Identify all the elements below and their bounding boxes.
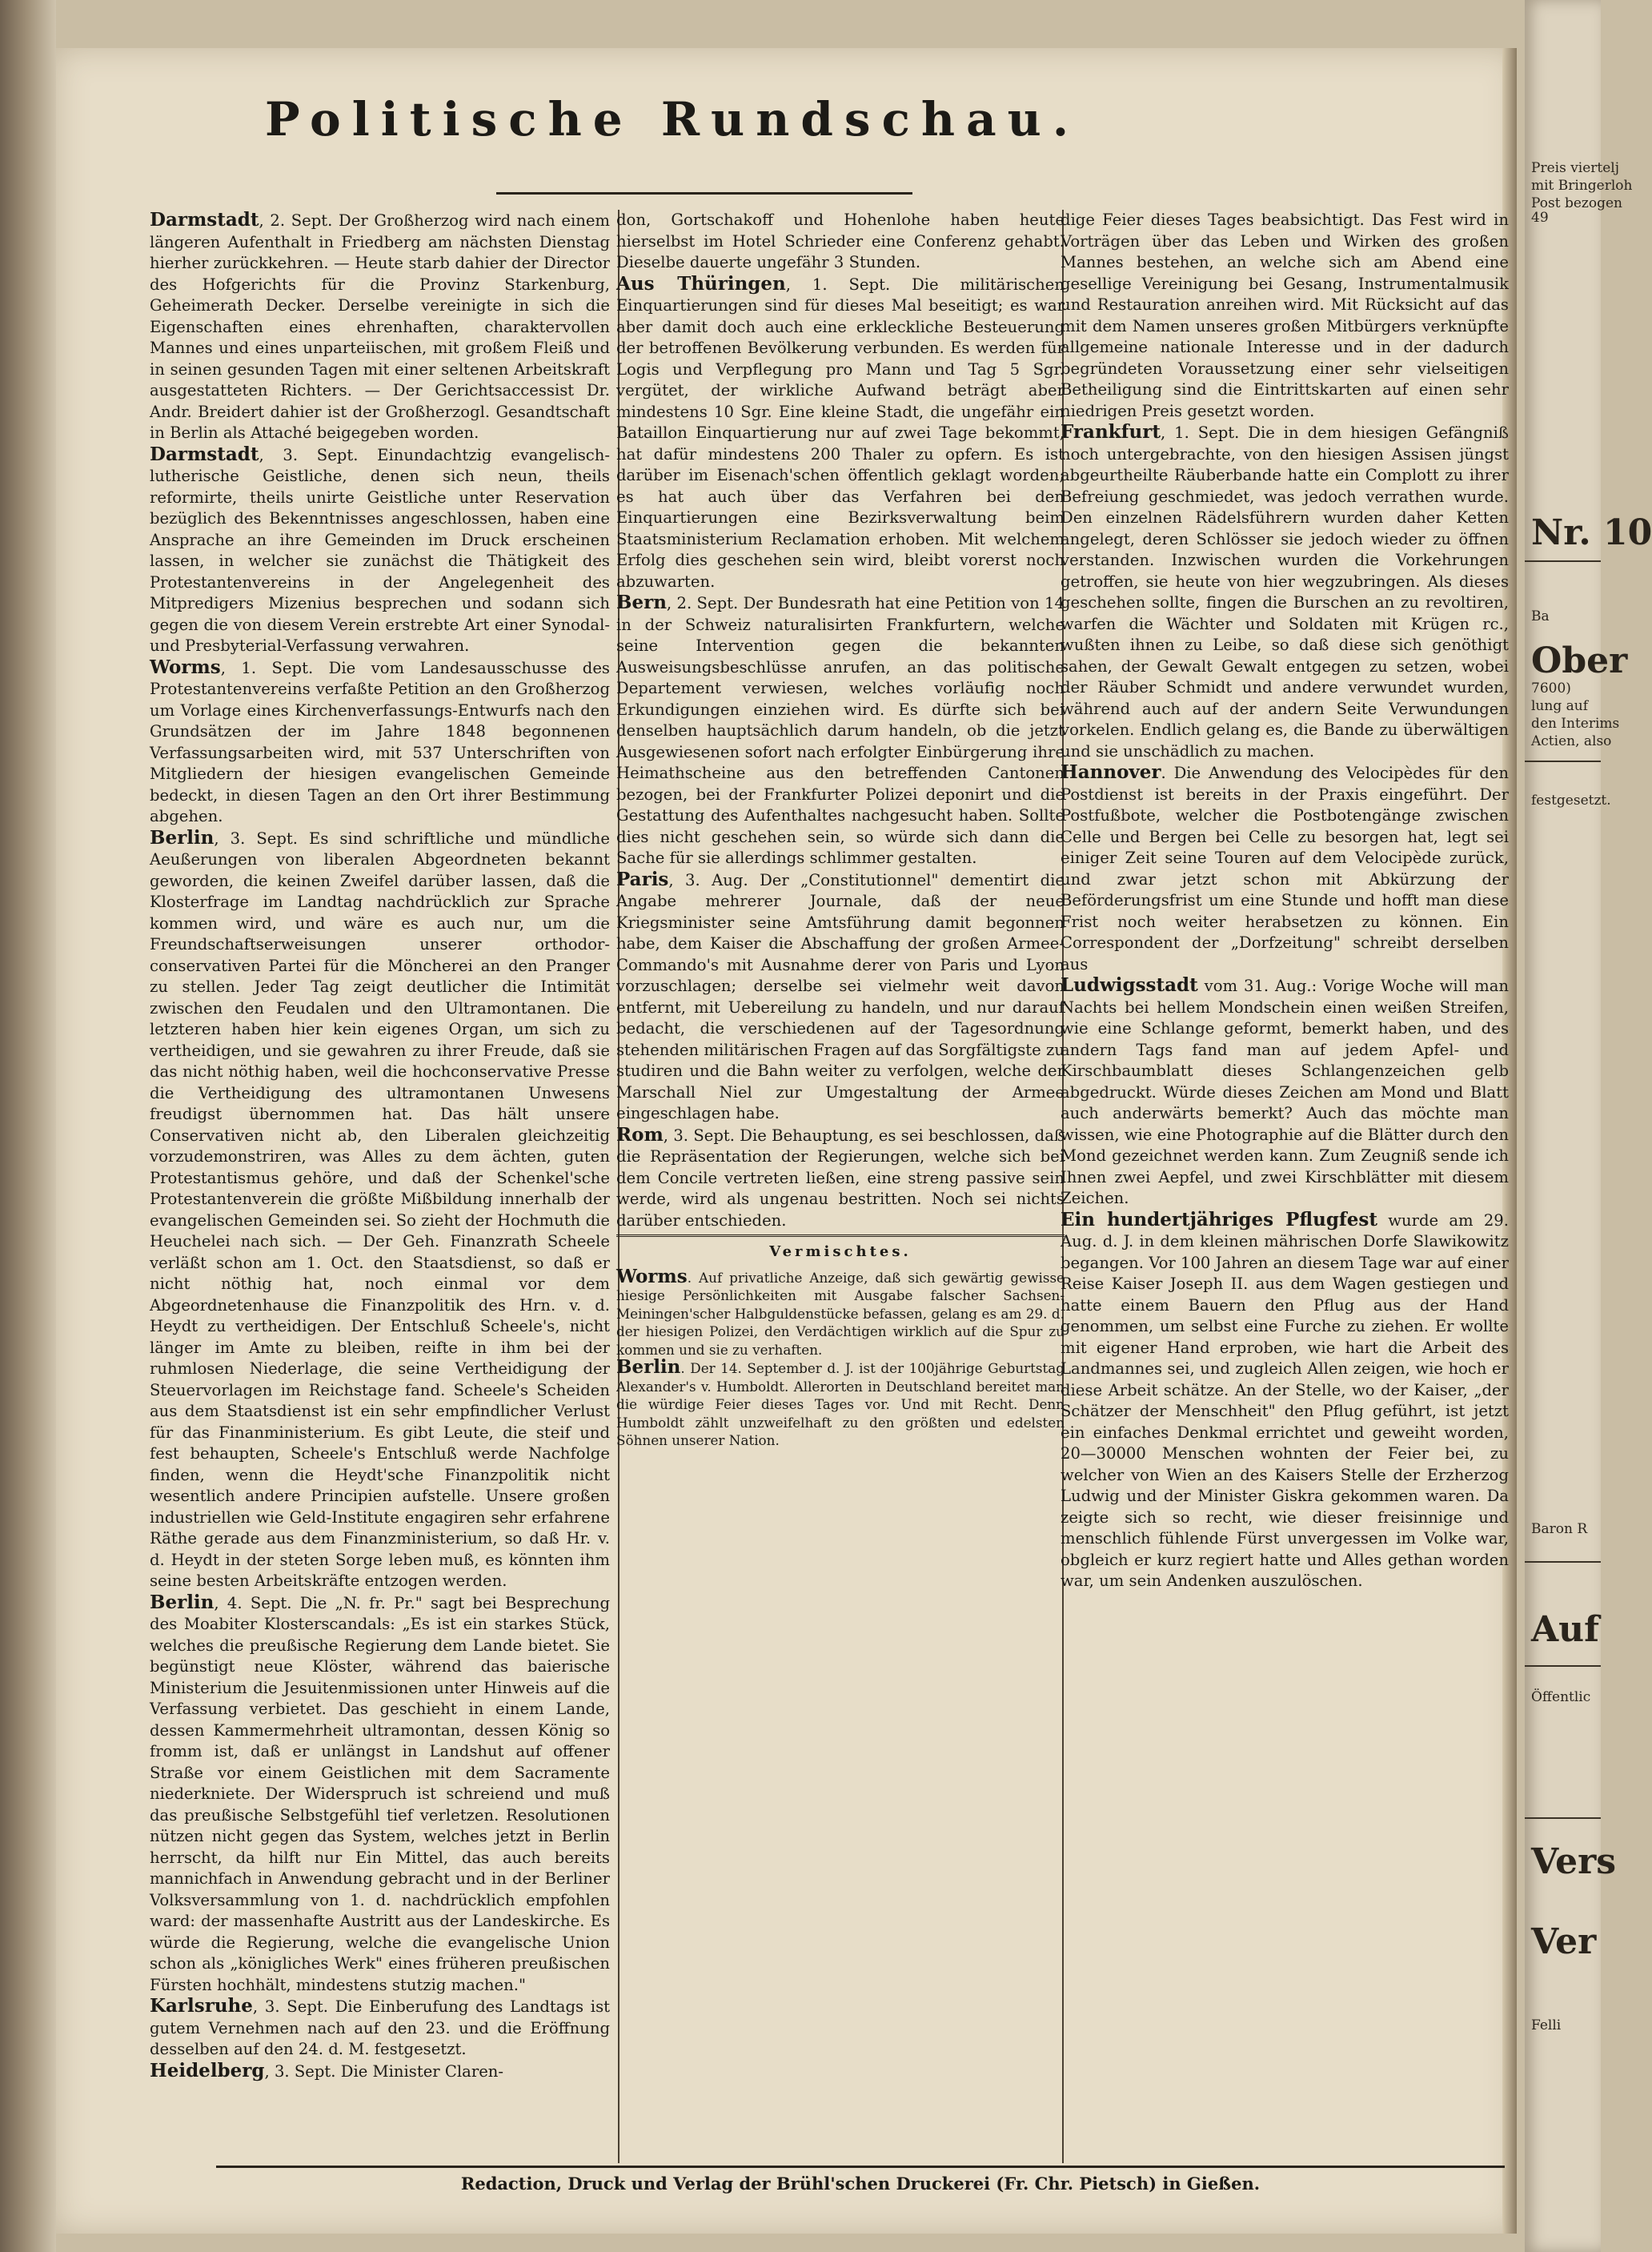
column-3 [1061, 210, 1509, 2163]
article-text: , 2. Sept. Der Bundesrath hat eine Petition von 14 in der Schweiz naturalisirten Frankfurtern, welche seine Intervention gegen die bekannten Ausweisungsbeschlüsse anrufen, an das politische Departement verwiesen, welches vorläufig noch Erkundigungen einziehen wird. Es dürfte sich bei denselben hauptsächlich darum handeln, ob die jetzt Ausgewiesenen sofort nach erfolgter Einbürgerung ihre Heimathscheine aus den betreffenden Cantonen bezogen, bei der Frankfurter Polizei deponirt und die Gestattung des Aufenthaltes nachgesucht haben. Sollte dies nicht geschehen sein, so würde sich dann die Sache für sie allerdings schlimmer gestalten. [616, 594, 1065, 867]
title-rule [496, 192, 912, 195]
adjacent-page-text: Post bezogen [1531, 195, 1622, 211]
column-1 [150, 210, 610, 2163]
adjacent-page-text: Auf [1531, 1609, 1600, 1650]
adjacent-page-text: Baron R [1531, 1521, 1588, 1537]
article-text: dige Feier dieses Tages beabsichtigt. Das Fest wird in Vorträgen über das Leben und Wirken des großen Mannes bestehen, an welche sich am Abend eine gesellige Vereinigung bei Gesang, Instrumentalmusik und Restauration anreihen wird. Mit Rücksicht auf das mit dem Namen unseres großen Mitbürgers verknüpfte allgemeine nationale Interesse und in der dadurch begründeten Voraussetzung einer sehr vielseitigen Betheiligung sind die Eintrittskarten auf einen sehr niedrigen Preis gesetzt worden. [1061, 211, 1509, 420]
adjacent-page-rule [1525, 560, 1601, 562]
article-text: , 3. Sept. Die Behauptung, es sei beschlossen, daß die Repräsentation der Regierungen, welche sich bei dem Concile vertreten ließen, eine streng passive sein werde, wird als ungenau bestritten. Noch sei nichts darüber entschieden. [616, 1126, 1065, 1230]
adjacent-page-rule [1525, 1665, 1601, 1667]
adjacent-page-text: Felli [1531, 2017, 1562, 2033]
adjacent-page-text: Vers [1531, 1841, 1617, 1882]
article-dateline: Worms [150, 656, 221, 678]
article-text: , 3. Aug. Der „Constitutionnel" dementirt die Angabe mehrerer Journale, daß der neue Kriegsminister seine Amtsführung damit begonnen habe, dem Kaiser die Abschaffung der großen Armee-Commando's mit Ausnahme derer von Paris und Lyon vorzuschlagen; derselbe sei vielmehr weit davon entfernt, mit Uebereilung zu handeln, und nur darauf bedacht, die verschiedenen auf der Tagesordnung stehenden militärischen Fragen auf das Sorgfältigste zu studiren und die Bahn weiter zu verfolgen, welche der Marschall Niel zur Umgestaltung der Armee eingeschlagen habe. [616, 870, 1065, 1122]
article-paragraph [616, 592, 1065, 869]
article-paragraph [150, 1592, 610, 1997]
article-text: . Auf privatliche Anzeige, daß sich gewärtig gewisse hiesige Persönlichkeiten mit Ausgabe falscher Sachsen-Meiningen'scher Halbguldenstücke befassen, gelang es am 29. d. der hiesigen Polizei, den Verdächtigen wirklich auf die Spur zu kommen und sie zu verhaften. [616, 1269, 1065, 1358]
article-paragraph [150, 657, 610, 828]
article-paragraph [616, 1125, 1065, 1232]
adjacent-page-text: Actien, also [1531, 733, 1612, 749]
article-paragraph [1061, 210, 1509, 422]
article-text: . Die Anwendung des Velocipèdes für den Postdienst ist bereits in der Praxis eingeführt. Der Postfußbote, welcher die Postbotengänge zwischen Celle und Bergen bei Celle zu besorgen hat, legt sei einiger Zeit seine Touren auf dem Velocipède zurück, und zwar jetzt schon mit Abkürzung der Beförderungsfrist um eine Stunde und hofft man diese Frist noch weiter herabsetzen zu können. Ein Correspondent der „Dorfzeitung" schreibt derselben aus [1061, 764, 1509, 973]
adjacent-page-rule [1525, 1817, 1601, 1819]
article-dateline: Worms [616, 1265, 688, 1287]
article-dateline: Berlin [150, 1591, 215, 1613]
article-text: , 3. Sept. Die Minister Claren- [264, 2061, 504, 2081]
footer-rule [216, 2166, 1505, 2168]
article-text: , 1. Sept. Die militärischen Einquartierungen sind für dieses Mal beseitigt; es war aber damit doch auch eine erkleckliche Besteuerung der betroffenen Bevölkerung verbunden. Es werden für Logis und Verpflegung pro Mann und Tag 5 Sgr. vergütet, der wirkliche Aufwand beträgt aber mindestens 10 Sgr. Eine kleine Stadt, die ungefähr ein Bataillon Einquartierung nur auf zwei Tage bekommt, hat dafür mindestens 200 Thaler zu opfern. Es ist darüber im Eisenach'schen öffentlich geklagt worden; es hat auch über das Verfahren bei den Einquartierungen eine Bezirksverwaltung beim Staatsministerium Reclamation erhoben. Mit welchem Erfolg dies geschehen sein wird, bleibt vorerst noch abzuwarten. [616, 275, 1065, 591]
section-rule [616, 1234, 1065, 1237]
article-paragraph [1061, 1210, 1509, 1592]
article-dateline: Berlin [616, 1356, 681, 1378]
article-dateline: Frankfurt [1061, 421, 1161, 443]
adjacent-page-text: 7600) [1531, 680, 1571, 696]
article-dateline: Bern [616, 592, 667, 613]
article-paragraph [1061, 422, 1509, 762]
article-dateline: Darmstadt [150, 209, 259, 231]
article-dateline: Aus Thüringen [616, 272, 786, 295]
article-dateline: Ludwigsstadt [1061, 974, 1198, 996]
article-paragraph [150, 1996, 610, 2061]
article-paragraph [1061, 762, 1509, 975]
article-text: , 1. Sept. Die vom Landesausschusse des Protestantenvereins verfaßte Petition an den Großherzog um Vorlage eines Kirchenverfassungs-Entwurfs nach den Grundsätzen der im Jahre 1848 begonnenen Verfassungsarbeiten wird, mit 537 Unterschriften von Mitgliedern der hiesigen evangelischen Gemeinde bedeckt, in diesen Tagen an den Ort ihrer Bestimmung abgehen. [150, 658, 610, 825]
adjacent-page-text: Ver [1531, 1921, 1597, 1962]
article-text: wurde am 29. Aug. d. J. in dem kleinen mährischen Dorfe Slawikowitz begangen. Vor 100 Jahren an diesem Tage war auf einer Reise Kaiser Joseph II. aus dem Wagen gestiegen und hatte einem Bauern den Pflug aus der Hand genommen, um selbst eine Furche zu ziehen. Er wollte mit eigener Hand erproben, wie hart die Arbeit des Landmannes sei, und zugleich Allen zeigen, wie hoch er diese Arbeit schätze. An der Stelle, wo der Kaiser, „der Schätzer der Menschheit" den Pflug geführt, ist jetzt ein einfaches Denkmal errichtet und geweiht worden, 20—30000 Menschen wohnten der Feier bei, zu welcher von Wien an des Kaisers Stelle der Erzherzog Ludwig und der Minister Giskra gekommen waren. Da zeigte sich so recht, wie dieser freisinnige und menschlich fühlende Fürst unvergessen im Volke war, obgleich er kurz regiert hatte und Alles gethan worden war, um sein Andenken auszulöschen. [1061, 1210, 1509, 1590]
adjacent-page-strip [1525, 0, 1652, 2252]
article-text: , 3. Sept. Die Einberufung des Landtags ist gutem Vernehmen nach auf den 23. und die Eröffnung desselben auf den 24. d. M. festgesetzt. [150, 1997, 610, 2058]
imprint-footer: Redaction, Druck und Verlag der Brühl'schen Druckerei (Fr. Chr. Pietsch) in Gießen. [460, 2174, 1261, 2194]
article-dateline: Karlsruhe [150, 1995, 253, 2017]
article-dateline: Heidelberg [150, 2059, 265, 2081]
article-dateline: Rom [616, 1123, 664, 1146]
article-dateline: Ein hundertjähriges Pflugfest [1061, 1208, 1378, 1230]
adjacent-page-text: lung auf [1531, 698, 1588, 714]
article-text: , 2. Sept. Der Großherzog wird nach einem längeren Aufenthalt in Friedberg am nächsten Dienstag hierher zurückkehren. — Heute starb dahier der Director des Hofgerichts für die Provinz Starkenburg, Geheimerath Decker. Derselbe vereinigte in sich die Eigenschaften eines ehrenhaften, charaktervollen Mannes und eines unparteiischen, mit großem Fleiß und in seinen gesunden Tagen mit einer seltenen Arbeitskraft ausgestatteten Richters. — Der Gerichtsaccessist Dr. Andr. Breidert dahier ist der Großherzogl. Gesandtschaft in Berlin als Attaché beigegeben worden. [150, 211, 610, 442]
adjacent-page-text: festgesetzt. [1531, 793, 1611, 809]
article-paragraph [616, 1356, 1065, 1450]
article-paragraph [616, 869, 1065, 1125]
article-paragraph [616, 210, 1065, 274]
section-heading: Vermischtes. [769, 1243, 912, 1260]
scan-binding-edge [0, 0, 56, 2252]
adjacent-page-text: Preis viertelj [1531, 160, 1620, 176]
vermischtes-section [616, 1265, 1065, 1450]
adjacent-page-text: den Interims [1531, 716, 1620, 732]
adjacent-page-rule [1525, 761, 1601, 762]
article-paragraph [150, 828, 610, 1592]
article-paragraph [616, 274, 1065, 593]
column-2 [616, 210, 1065, 2163]
adjacent-page-text: 49 [1531, 210, 1549, 226]
article-paragraph [1061, 975, 1509, 1210]
article-text: don, Gortschakoff und Hohenlohe haben heute hierselbst im Hotel Schrieder eine Conferenz gehabt. Dieselbe dauerte ungefähr 3 Stunden. [616, 211, 1065, 271]
article-text: , 3. Sept. Einundachtzig evangelisch-lutherische Geistliche, denen sich neun, theils reformirte, theils unirte Geistliche unter Reservation bezüglich des Bekenntnisses angeschlossen, haben eine Ansprache an ihre Gemeinden im Druck erscheinen lassen, in welcher sie zunächst die Thätigkeit des Protestantenvereins in der Angelegenheit des Mitpredigers Mizenius besprechen und sodann sich gegen die von diesem Verein erstrebte Art einer Synodal- und Presbyterial-Verfassung verwahren. [150, 445, 610, 655]
adjacent-page-text: Öffentlic [1531, 1689, 1591, 1705]
adjacent-page-text: Ober [1531, 640, 1628, 681]
article-dateline: Hannover [1061, 761, 1161, 783]
adjacent-page-text: Nr. 10 [1531, 512, 1652, 553]
article-dateline: Berlin [150, 826, 215, 849]
article-text: , 3. Sept. Es sind schriftliche und mündliche Aeußerungen von liberalen Abgeordneten bekannt geworden, die keinen Zweifel darüber lassen, daß die Klosterfrage im Landtag nachdrücklich zur Sprache kommen wird, und wäre es auch nur, um die Freundschaftserweisungen unserer orthodor-conservativen Partei für die Möncherei an den Pranger zu stellen. Jeder Tag zeigt deutlicher die Intimität zwischen den Feudalen und den Ultramontanen. Die letzteren haben hier kein eigenes Organ, um sich zu vertheidigen, und sie gewahren zu ihrer Freude, daß sie das nicht nöthig haben, weil die hochconservative Presse die Vertheidigung des ultramontanen Unwesens freudigst übernommen hat. Das hält unsere Conservativen nicht ab, den Liberalen gleichzeitig vorzudemonstriren, was Alles zu dem ächten, guten Protestantismus gehöre, und daß der Schenkel'sche Protestantenverein die größte Mißbildung innerhalb der evangelischen Gemeinden sei. So zieht der Hochmuth die Heuchelei nach sich. — Der Geh. Finanzrath Scheele verläßt schon am 1. Oct. den Staatsdienst, so daß er nicht nöthig hat, noch einmal vor dem Abgeordnetenhause die Finanzpolitik des Hrn. v. d. Heydt zu vertheidigen. Der Entschluß Scheele's, nicht länger im Amte zu bleiben, reifte in ihm bei der ruhmlosen Niederlage, die seine Vertheidigung der Steuervorlagen im Reichstage fand. Scheele's Scheiden aus dem Staatsdienst ist ein sehr empfindlicher Verlust für das Finanministerium. Es gibt Leute, die steif und fest behaupten, Scheele's Entschluß werde Nachfolge finden, wenn die Heydt'sche Finanzpolitik nicht wesentlich andere Principien aufstelle. Unsere großen industriellen wie Geld-Institute engagiren sehr erfahrene Räthe gerade aus dem Finanzministerium, so daß Hr. v. d. Heydt in der steten Sorge leben muß, es könnten ihm seine besten Arbeitskräfte entzogen werden. [150, 829, 610, 1590]
adjacent-page-rule [1525, 1561, 1601, 1563]
article-dateline: Paris [616, 868, 669, 890]
article-paragraph [150, 444, 610, 657]
adjacent-page-text: mit Bringerloh [1531, 178, 1633, 194]
article-paragraph [616, 1265, 1065, 1359]
article-text: , 1. Sept. Die in dem hiesigen Gefängniß noch untergebrachte, von den hiesigen Assisen jüngst abgeurtheilte Räuberbande hatte ein Complott zu ihrer Befreiung geschmiedet, was jedoch verrathen wurde. Den einzelnen Rädelsführern wurden daher Ketten angelegt, deren Schlösser sie jedoch wieder zu öffnen verstanden. Inzwischen wurden die Vorkehrungen getroffen, sie heute von hier wegzubringen. Als dieses geschehen sollte, fingen die Burschen an zu revoltiren, warfen die Wächter und Soldaten mit Krügen rc., wußten ihnen zu Leibe, so daß diese sich genöthigt sahen, der Gewalt Gewalt entgegen zu setzen, wobei der Räuber Schmidt und andere verwundet wurden, während auch auf der andern Seite Verwundungen vorkelen. Endlich gelang es, die Bande zu überwältigen und sie unschädlich zu machen. [1061, 424, 1509, 761]
article-text: vom 31. Aug.: Vorige Woche will man Nachts bei hellem Mondschein einen weißen Streifen, wie eine Schlange geformt, bemerkt haben, und des andern Tags fand man auf jedem Apfel- und Kirschbaumblatt dieses Schlangenzeichen gelb abgedruckt. Würde dieses Zeichen am Mond und Blatt auch anderwärts bemerkt? Auch das möchte man wissen, wie eine Photographie auf die Blätter durch den Mond gezeichnet werden kann. Zum Zeugniß sende ich Ihnen zwei Aepfel, und zwei Kirschblätter mit diesem Zeichen. [1061, 977, 1509, 1207]
page-title: Politische Rundschau. [264, 92, 1081, 147]
article-paragraph [150, 210, 610, 444]
article-text: . Der 14. September d. J. ist der 100jährige Geburtstag Alexander's v. Humboldt. Allerorten in Deutschland bereitet man die würdige Feier dieses Tages vor. Und mit Recht. Denn Humboldt zählt unzweifelhaft zu den größten und edelsten Söhnen unserer Nation. [616, 1360, 1065, 1448]
article-dateline: Darmstadt [150, 443, 259, 465]
adjacent-page-text: Ba [1531, 608, 1550, 624]
article-paragraph [150, 2061, 610, 2083]
article-text: , 4. Sept. Die „N. fr. Pr." sagt bei Besprechung des Moabiter Klosterscandals: „Es ist ein starkes Stück, welches die preußische Regierung dem Lande bietet. Sie begünstigt neue Klöster, während das baierische Ministerium die Jesuitenmissionen unter Hinweis auf die Verfassung verbietet. Das geschieht in einem Lande, dessen Kammermehrheit ultramontan, dessen König so fromm ist, daß er unlängst in Landshut auf offener Straße vor einem Geistlichen mit dem Sacramente niederkniete. Der Widerspruch ist schreiend und muß das preußische Selbstgefühl tief verletzen. Resolutionen nützen nicht gegen das System, welches jetzt in Berlin herrscht, da hilft nur Ein Mittel, das auch bereits mannichfach in Anwendung gebracht und in der Berliner Volksversammlung von 1. d. nachdrücklich empfohlen ward: der massenhafte Austritt aus der Landeskirche. Es würde die Regierung, welche die evangelische Union schon als „königliches Werk" eines früheren preußischen Fürsten hochhält, mindestens stutzig machen." [150, 1593, 610, 1994]
